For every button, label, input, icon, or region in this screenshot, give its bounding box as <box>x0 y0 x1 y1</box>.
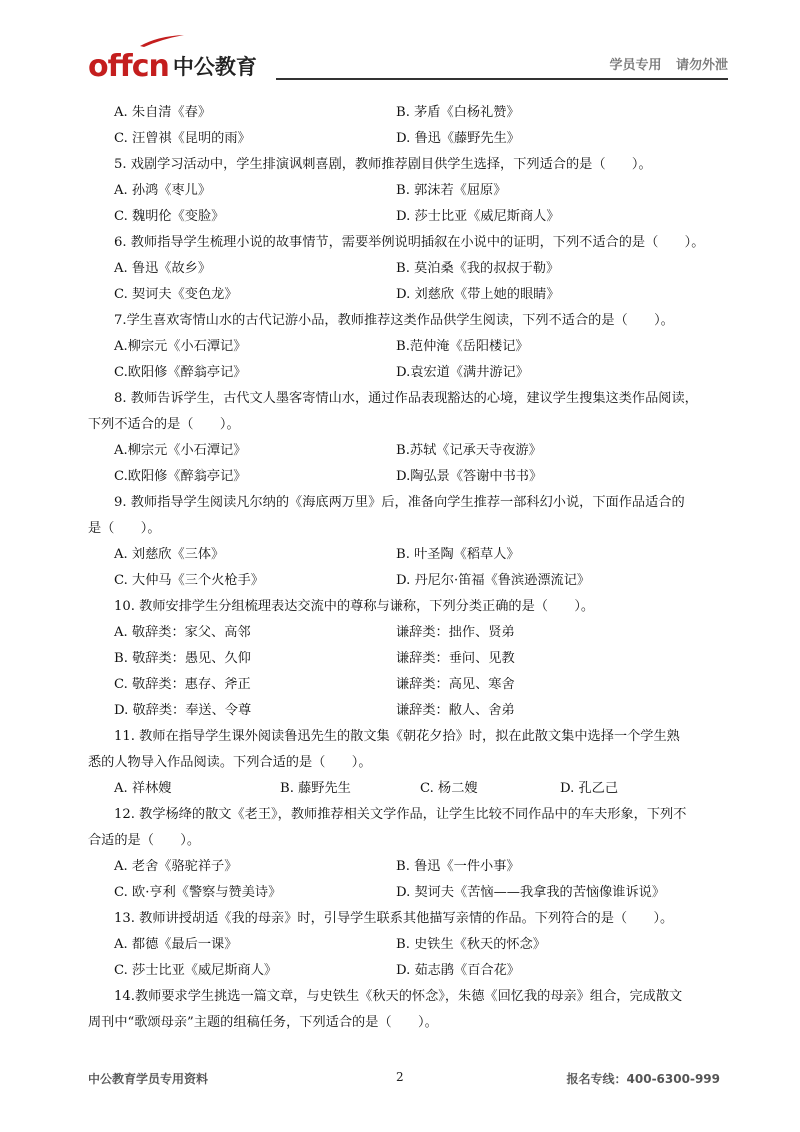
option-right: B. 史铁生《秋天的怀念》 <box>396 937 546 952</box>
question-stem: 8. 教师告诉学生，古代文人墨客寄情山水，通过作品表现豁达的心境，建议学生搜集这类作品阅读， <box>114 391 698 406</box>
option-row <box>88 178 720 204</box>
option-left: C. 契诃夫《变色龙》 <box>114 287 238 302</box>
option-row <box>88 620 720 646</box>
option-row <box>88 542 720 568</box>
option-left: C. 大仲马《三个火枪手》 <box>114 573 264 588</box>
option-right: D. 刘慈欣《带上她的眼睛》 <box>396 287 560 302</box>
option-item: C. 杨二嫂 <box>420 781 478 796</box>
option-row <box>88 360 720 386</box>
logo-latin-text: offcn <box>88 49 169 84</box>
option-left: B. 敬辞类：愚见、久仰 <box>114 651 251 666</box>
option-left: A.柳宗元《小石潭记》 <box>114 339 247 354</box>
page-number: 2 <box>396 1070 404 1084</box>
question-stem-continuation: 是（ ）。 <box>88 521 161 536</box>
question-stem: 13. 教师讲授胡适《我的母亲》时，引导学生联系其他描写亲情的作品。下列符合的是（ ）。 <box>114 911 674 926</box>
option-right: D. 丹尼尔·笛福《鲁滨逊漂流记》 <box>396 573 591 588</box>
option-left: A.柳宗元《小石潭记》 <box>114 443 247 458</box>
option-row <box>88 438 720 464</box>
option-left: A. 刘慈欣《三体》 <box>114 547 225 562</box>
option-right: B. 叶圣陶《稻草人》 <box>396 547 520 562</box>
offcn-logo <box>88 40 257 84</box>
option-right: B. 郭沫若《屈原》 <box>396 183 507 198</box>
option-left: C. 汪曾祺《昆明的雨》 <box>114 131 251 146</box>
option-left: C. 莎士比亚《威尼斯商人》 <box>114 963 278 978</box>
option-left: A. 孙鸿《枣儿》 <box>114 183 212 198</box>
page-header <box>88 40 728 84</box>
question-stem: 12. 教学杨绛的散文《老王》，教师推荐相关文学作品，让学生比较不同作品中的车夫形象，下列不 <box>114 807 687 822</box>
question-stem: 5. 戏剧学习活动中，学生排演讽刺喜剧，教师推荐剧目供学生选择，下列适合的是（ ）。 <box>114 157 652 172</box>
option-row <box>88 776 720 802</box>
option-item: A. 祥林嫂 <box>114 781 172 796</box>
footer-hotline: 报名专线：400-6300-999 <box>566 1072 720 1086</box>
option-left: D. 敬辞类：奉送、令尊 <box>114 703 252 718</box>
option-row <box>88 698 720 724</box>
option-item: B. 藤野先生 <box>280 781 351 796</box>
question-stem: 11. 教师在指导学生课外阅读鲁迅先生的散文集《朝花夕拾》时，拟在此散文集中选择一个学生熟 <box>114 729 680 744</box>
logo-swoosh-icon <box>138 34 186 48</box>
option-row <box>88 958 720 984</box>
option-left: A. 老舍《骆驼祥子》 <box>114 859 238 874</box>
header-confidential-note: 学员专用 请勿外泄 <box>609 58 728 73</box>
option-left: C. 敬辞类：惠存、斧正 <box>114 677 251 692</box>
option-row <box>88 334 720 360</box>
option-left: C. 欧·亨利《警察与赞美诗》 <box>114 885 282 900</box>
option-right: D.袁宏道《满井游记》 <box>396 365 529 380</box>
page-footer <box>88 1070 720 1090</box>
option-row <box>88 880 720 906</box>
header-rule <box>276 78 728 80</box>
option-left: C. 魏明伦《变脸》 <box>114 209 225 224</box>
footer-left-text: 中公教育学员专用资料 <box>88 1072 209 1086</box>
option-right: 谦辞类：高见、寒舍 <box>396 677 515 692</box>
option-item: D. 孔乙己 <box>560 781 619 796</box>
option-row <box>88 282 720 308</box>
option-right: D. 契诃夫《苦恼——我拿我的苦恼像谁诉说》 <box>396 885 666 900</box>
option-left: C.欧阳修《醉翁亭记》 <box>114 365 247 380</box>
question-stem-continuation: 周刊中“歌颂母亲”主题的组稿任务，下列适合的是（ ）。 <box>88 1015 438 1030</box>
option-right: B.苏轼《记承天寺夜游》 <box>396 443 542 458</box>
question-stem: 14.教师要求学生挑选一篇文章，与史铁生《秋天的怀念》，朱德《回忆我的母亲》组合，完成散文 <box>114 989 683 1004</box>
question-stem-continuation: 悉的人物导入作品阅读。下列合适的是（ ）。 <box>88 755 372 770</box>
option-row <box>88 204 720 230</box>
option-row <box>88 464 720 490</box>
option-right: 谦辞类：敝人、舍弟 <box>396 703 515 718</box>
question-stem-continuation: 合适的是（ ）。 <box>88 833 201 848</box>
question-stem: 9. 教师指导学生阅读凡尔纳的《海底两万里》后，准备向学生推荐一部科幻小说，下面作品适合的 <box>114 495 685 510</box>
option-left: C.欧阳修《醉翁亭记》 <box>114 469 247 484</box>
option-row <box>88 672 720 698</box>
question-stem: 10. 教师安排学生分组梳理表达交流中的尊称与谦称，下列分类正确的是（ ）。 <box>114 599 595 614</box>
option-row <box>88 932 720 958</box>
question-stem: 6. 教师指导学生梳理小说的故事情节，需要举例说明插叙在小说中的证明，下列不适合的是（ ）。 <box>114 235 705 250</box>
option-right: B.范仲淹《岳阳楼记》 <box>396 339 529 354</box>
option-row <box>88 256 720 282</box>
option-right: 谦辞类：垂问、见教 <box>396 651 515 666</box>
option-right: D. 鲁迅《藤野先生》 <box>396 131 520 146</box>
question-content <box>88 100 720 1036</box>
option-right: B. 莫泊桑《我的叔叔于勒》 <box>396 261 560 276</box>
option-right: D. 莎士比亚《威尼斯商人》 <box>396 209 560 224</box>
option-right: B. 茅盾《白杨礼赞》 <box>396 105 520 120</box>
option-left: A. 敬辞类：家父、高邻 <box>114 625 251 640</box>
option-right: 谦辞类：拙作、贤弟 <box>396 625 515 640</box>
question-stem: 7.学生喜欢寄情山水的古代记游小品，教师推荐这类作品供学生阅读，下列不适合的是（ ）。 <box>114 313 674 328</box>
option-row <box>88 854 720 880</box>
option-row <box>88 646 720 672</box>
question-stem-continuation: 下列不适合的是（ ）。 <box>88 417 240 432</box>
option-left: A. 都德《最后一课》 <box>114 937 238 952</box>
logo-cn-text: 中公教育 <box>172 55 257 79</box>
option-right: B. 鲁迅《一件小事》 <box>396 859 520 874</box>
option-left: A. 朱自清《春》 <box>114 105 212 120</box>
option-left: A. 鲁迅《故乡》 <box>114 261 212 276</box>
option-row <box>88 100 720 126</box>
option-right: D. 茹志鹃《百合花》 <box>396 963 520 978</box>
option-row <box>88 126 720 152</box>
option-right: D.陶弘景《答谢中书书》 <box>396 469 543 484</box>
option-row <box>88 568 720 594</box>
